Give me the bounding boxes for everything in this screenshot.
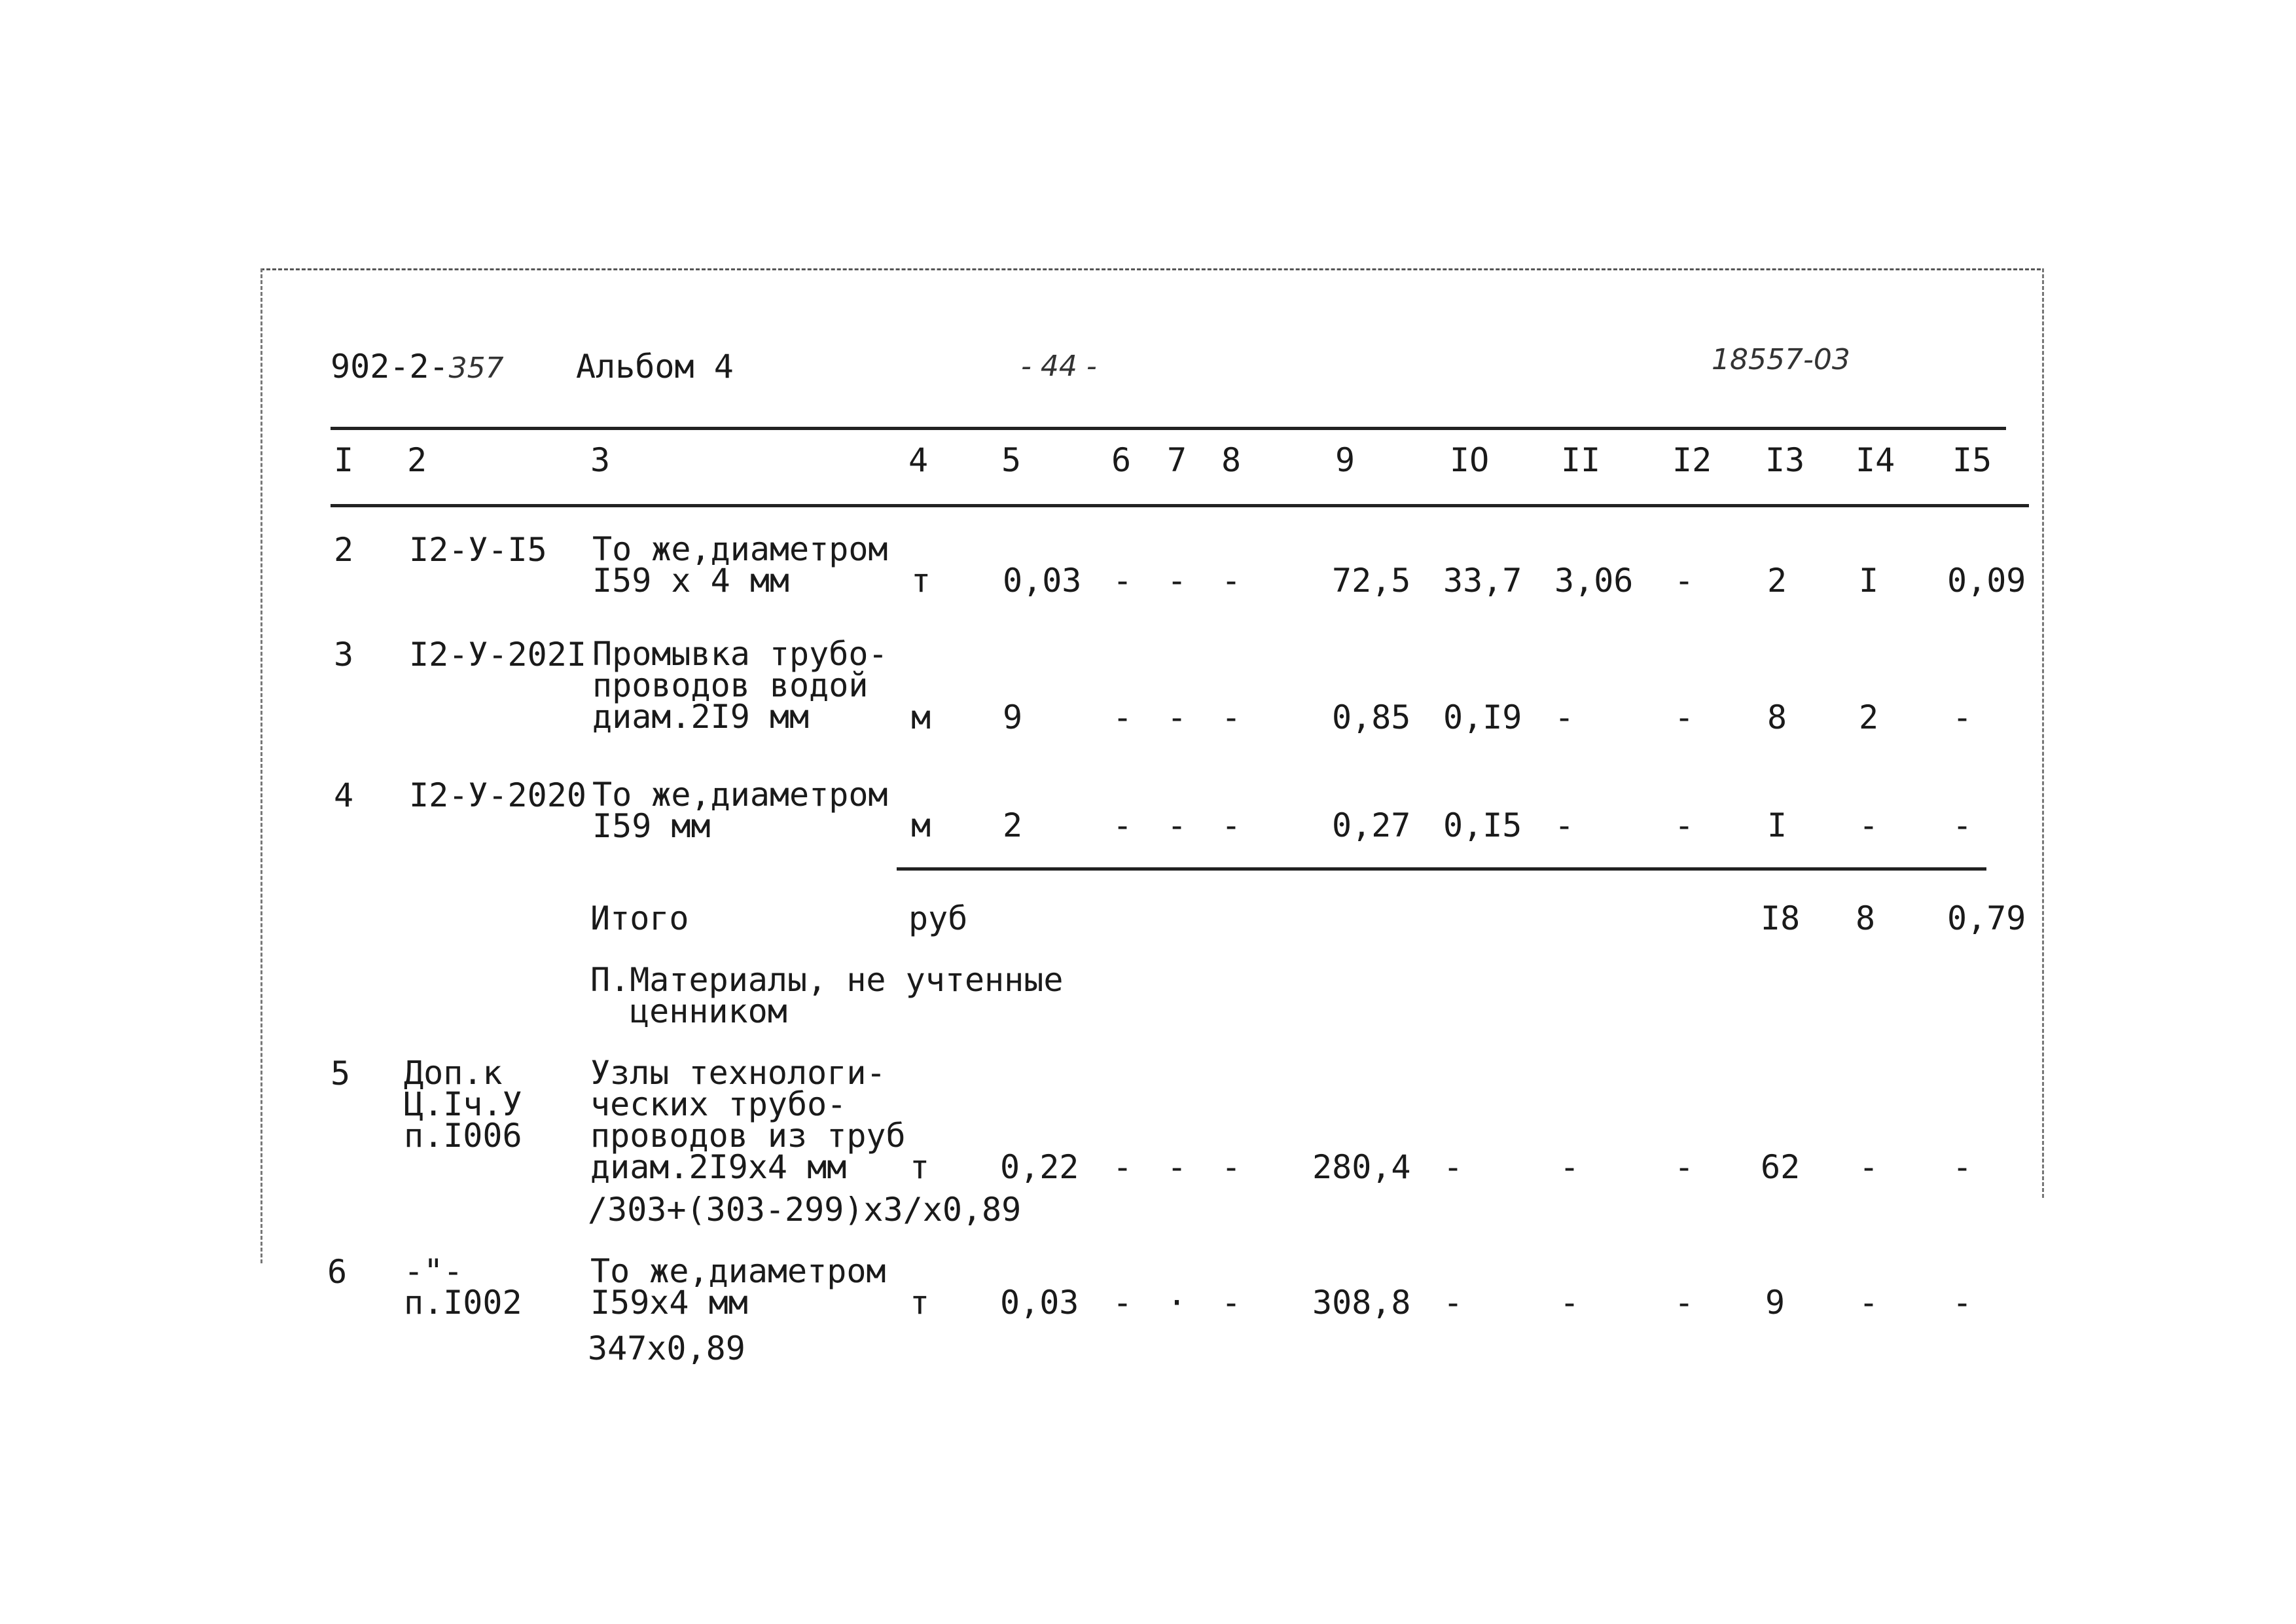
- row-c13: 8: [1767, 698, 1787, 736]
- row-c8: -: [1221, 1148, 1242, 1186]
- row-c9: 0,27: [1332, 806, 1411, 844]
- total-label: Итого: [590, 899, 689, 937]
- document-code: 18557-03: [1712, 343, 1850, 376]
- col-1: I: [334, 441, 354, 479]
- row-c15: 0,09: [1947, 562, 2026, 600]
- row-c13: I: [1767, 806, 1787, 844]
- row-formula: 347х0,89: [588, 1329, 745, 1367]
- page-border-top: [260, 268, 2041, 270]
- row-c10: -: [1443, 1148, 1463, 1186]
- series-handwritten: 357: [448, 352, 504, 385]
- row-description: Узлы технологи- ческих трубо- проводов из труб диам.2I9х4 мм: [590, 1054, 906, 1186]
- total-unit: руб: [908, 899, 968, 937]
- series-number: 902-2-357: [331, 348, 504, 386]
- row-c11: -: [1554, 698, 1575, 736]
- row-unit: т: [911, 562, 931, 600]
- page-border-right: [2042, 268, 2044, 1198]
- row-c15: -: [1952, 1148, 1973, 1186]
- row-c8: -: [1221, 562, 1242, 600]
- row-c7: -: [1167, 562, 1187, 600]
- row-c10: 0,I9: [1443, 698, 1522, 736]
- row-c14: -: [1859, 806, 1879, 844]
- row-unit: м: [911, 698, 931, 736]
- header-rule-bottom: [331, 504, 2029, 507]
- col-4: 4: [908, 441, 929, 479]
- row-qty: 2: [1003, 806, 1023, 844]
- row-c7: -: [1167, 1148, 1187, 1186]
- header-rule-top: [331, 427, 2006, 430]
- row-c9: 0,85: [1332, 698, 1411, 736]
- row-c7: -: [1167, 698, 1187, 736]
- page-number: - 44 -: [1021, 350, 1097, 383]
- col-5: 5: [1001, 441, 1022, 479]
- row-code: Доп.к Ц.Iч.У п.I006: [404, 1054, 522, 1155]
- row-c10: -: [1443, 1284, 1463, 1322]
- row-c15: -: [1952, 806, 1973, 844]
- row-qty: 9: [1003, 698, 1023, 736]
- row-c6: -: [1113, 806, 1133, 844]
- row-c8: -: [1221, 1284, 1242, 1322]
- col-8: 8: [1221, 441, 1242, 479]
- row-c13: 2: [1767, 562, 1787, 600]
- row-c12: -: [1674, 562, 1695, 600]
- row-c12: -: [1674, 698, 1695, 736]
- col-6: 6: [1111, 441, 1132, 479]
- row-qty: 0,03: [1000, 1284, 1079, 1322]
- row-c12: -: [1674, 806, 1695, 844]
- row-c8: -: [1221, 806, 1242, 844]
- row-formula: /303+(303-299)х3/х0,89: [588, 1191, 1022, 1229]
- row-qty: 0,22: [1000, 1148, 1079, 1186]
- row-c9: 72,5: [1332, 562, 1411, 600]
- total-rule: [897, 867, 1986, 871]
- row-description: То же,диаметром I59 мм: [592, 776, 888, 845]
- col-11: II: [1561, 441, 1601, 479]
- row-c8: -: [1221, 698, 1242, 736]
- row-c7: -: [1167, 806, 1187, 844]
- row-c9: 308,8: [1312, 1284, 1411, 1322]
- row-number: 6: [327, 1253, 348, 1291]
- page-border-left: [260, 268, 262, 1263]
- row-c11: -: [1560, 1284, 1580, 1322]
- row-c12: -: [1674, 1148, 1695, 1186]
- row-c6: -: [1113, 1284, 1133, 1322]
- total-c13: I8: [1761, 899, 1801, 937]
- row-code: I2-У-2020: [409, 776, 586, 814]
- row-description: То же,диаметром I59х4 мм: [590, 1252, 886, 1322]
- row-c10: 33,7: [1443, 562, 1522, 600]
- row-c15: -: [1952, 698, 1973, 736]
- total-c14: 8: [1856, 899, 1876, 937]
- row-c10: 0,I5: [1443, 806, 1522, 844]
- row-c7: ·: [1167, 1284, 1187, 1322]
- col-14: I4: [1856, 441, 1895, 479]
- row-number: 4: [334, 776, 354, 814]
- row-c11: -: [1554, 806, 1575, 844]
- row-description: То же,диаметром I59 х 4 мм: [592, 530, 888, 600]
- row-c9: 280,4: [1312, 1148, 1411, 1186]
- col-12: I2: [1672, 441, 1712, 479]
- row-number: 3: [334, 636, 354, 674]
- row-number: 2: [334, 531, 354, 569]
- col-2: 2: [407, 441, 427, 479]
- row-c11: 3,06: [1554, 562, 1634, 600]
- row-c6: -: [1113, 1148, 1133, 1186]
- col-13: I3: [1765, 441, 1805, 479]
- row-c14: I: [1859, 562, 1879, 600]
- row-c11: -: [1560, 1148, 1580, 1186]
- row-unit: т: [910, 1284, 930, 1322]
- row-c13: 9: [1765, 1284, 1785, 1322]
- row-unit: м: [911, 806, 931, 844]
- row-unit: т: [910, 1148, 930, 1186]
- album-label: Альбом 4: [576, 348, 734, 386]
- col-15: I5: [1952, 441, 1992, 479]
- row-code: -"- п.I002: [404, 1252, 522, 1322]
- row-number: 5: [331, 1055, 351, 1092]
- row-c14: -: [1859, 1148, 1879, 1186]
- row-c13: 62: [1761, 1148, 1801, 1186]
- row-description: Промывка трубо- проводов водой диам.2I9 мм: [592, 635, 888, 736]
- col-7: 7: [1167, 441, 1187, 479]
- total-c15: 0,79: [1947, 899, 2026, 937]
- row-c14: 2: [1859, 698, 1879, 736]
- col-3: 3: [590, 441, 611, 479]
- row-code: I2-У-202I: [409, 636, 586, 674]
- row-code: I2-У-I5: [409, 531, 547, 569]
- section-title: П.Материалы, не учтенные ценником: [590, 961, 1064, 1030]
- col-10: IO: [1450, 441, 1490, 479]
- row-qty: 0,03: [1003, 562, 1082, 600]
- row-c6: -: [1113, 562, 1133, 600]
- row-c12: -: [1674, 1284, 1695, 1322]
- row-c6: -: [1113, 698, 1133, 736]
- row-c15: -: [1952, 1284, 1973, 1322]
- row-c14: -: [1859, 1284, 1879, 1322]
- col-9: 9: [1335, 441, 1355, 479]
